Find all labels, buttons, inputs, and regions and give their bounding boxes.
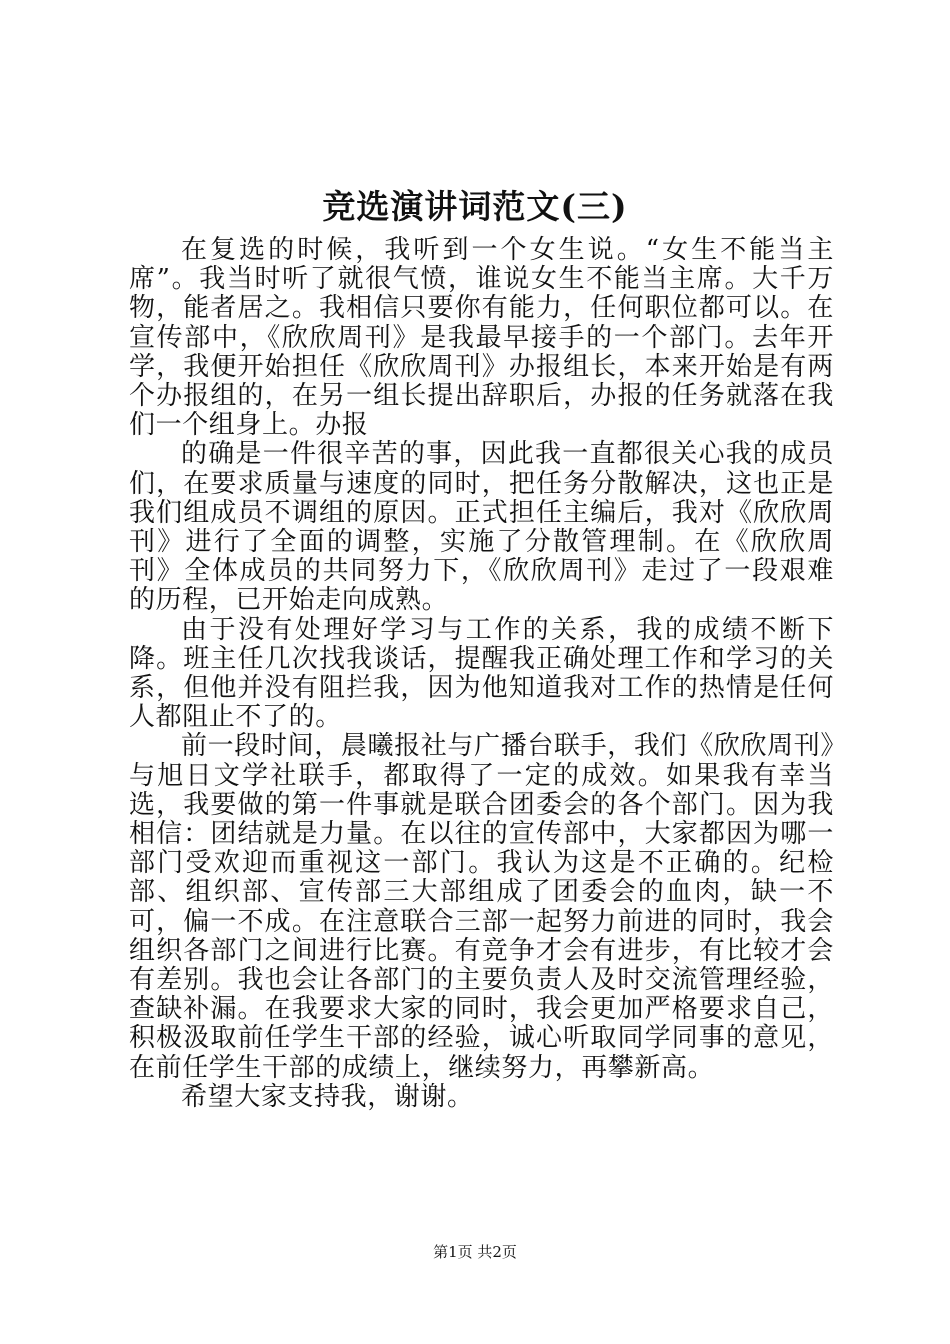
paragraph-3: 由于没有处理好学习与工作的关系，我的成绩不断下降。班主任几次找我谈话，提醒我正确处理工作和学习的关系，但他并没有阻拦我，因为他知道我对工作的热情是任何人都阻止不了的。 xyxy=(129,614,834,733)
document-body xyxy=(129,236,834,1112)
paragraph-5: 希望大家支持我，谢谢。 xyxy=(181,1081,474,1112)
document-title: 竞选演讲词范文(三) xyxy=(322,187,628,226)
page-number-footer: 第1页 共2页 xyxy=(433,1243,517,1261)
paragraph-1: 在复选的时候，我听到一个女生说。“女生不能当主席”。我当时听了就很气愤，谁说女生不能当主席。大千万物，能者居之。我相信只要你有能力，任何职位都可以。在宣传部中，《欣欣周刊》是我最早接手的一个部门。去年开学，我便开始担任《欣欣周刊》办报组长，本来开始是有两个办报组的，在另一组长提出辞职后，办报的任务就落在我们一个组身上。办报 xyxy=(129,235,834,441)
paragraph-2: 的确是一件很辛苦的事，因此我一直都很关心我的成员们，在要求质量与速度的同时，把任务分散解决，这也正是我们组成员不调组的原因。正式担任主编后，我对《欣欣周刊》进行了全面的调整，实施了分散管理制。在《欣欣周刊》全体成员的共同努力下，《欣欣周刊》走过了一段艰难的历程，已开始走向成熟。 xyxy=(129,439,834,616)
paragraph-4: 前一段时间，晨曦报社与广播台联手，我们《欣欣周刊》与旭日文学社联手，都取得了一定的成效。如果我有幸当选，我要做的第一件事就是联合团委会的各个部门。因为我相信：团结就是力量。在以往的宣传部中，大家都因为哪一部门受欢迎而重视这一部门。我认为这是不正确的。纪检部、组织部、宣传部三大部组成了团委会的血肉，缺一不可，偏一不成。在注意联合三部一起努力前进的同时，我会组织各部门之间进行比赛。有竞争才会有进步，有比较才会有差别。我也会让各部门的主要负责人及时交流管理经验，查缺补漏。在我要求大家的同时，我会更加严格要求自己，积极汲取前任学生干部的经验，诚心听取同学同事的意见，在前任学生干部的成绩上，继续努力，再攀新高。 xyxy=(129,731,834,1083)
